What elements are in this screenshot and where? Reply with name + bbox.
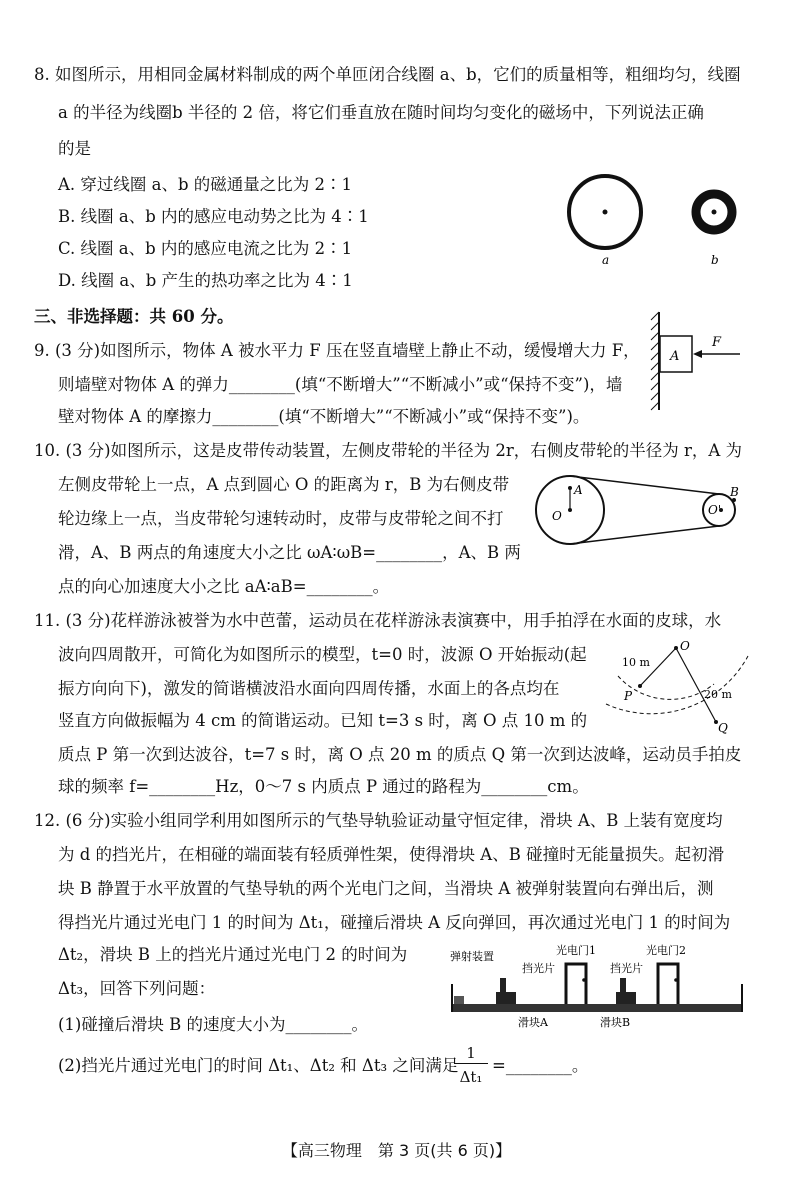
photogate-2 — [658, 964, 678, 1004]
q8-line-3: 的是 — [58, 139, 91, 158]
q9-line-1: 9. (3 分)如图所示，物体 A 被水平力 F 压在竖直墙壁上静止不动，缓慢增大力 F， — [34, 341, 640, 360]
slider-b-label: 滑块B — [600, 1016, 631, 1029]
q9-line-2: 则墙壁对物体 A 的弹力________(填“不断增大”“不断减小”或“保持不变”)，墙 — [58, 375, 623, 394]
q12-sub2-suffix: =________。 — [492, 1056, 589, 1075]
q10-line-2: 左侧皮带轮上一点，A 点到圆心 O 的距离为 r，B 为右侧皮带 — [58, 475, 510, 494]
force-arrow-icon — [693, 350, 702, 358]
launcher-label: 弹射装置 — [450, 950, 494, 963]
point-a-label: A — [574, 483, 583, 497]
q9-line-3: 壁对物体 A 的摩擦力________(填“不断增大”“不断减小”或“保持不变”)。 — [58, 407, 590, 426]
q12-line-5: Δt₂，滑块 B 上的挡光片通过光电门 2 的时间为 — [58, 945, 408, 964]
point-p-label: P — [624, 689, 633, 703]
q12-fraction-bar — [454, 1063, 488, 1064]
q12-air-track-figure — [448, 938, 748, 1030]
q11-line-5: 质点 P 第一次到达波谷，t=7 s 时，离 O 点 20 m 的质点 Q 第一次到达波峰，运动员手拍皮 — [58, 745, 742, 764]
point-b-label: B — [730, 485, 739, 499]
q10-line-3: 轮边缘上一点，当皮带轮匀速转动时，皮带与皮带轮之间不打 — [58, 509, 504, 528]
q11-line-3: 振方向向下)，激发的简谐横波沿水面向四周传播，水面上的各点均在 — [58, 679, 560, 698]
q12-fraction-denominator: Δt₁ — [459, 1068, 483, 1086]
q8-option-b: B. 线圈 a、b 内的感应电动势之比为 4∶1 — [58, 207, 369, 226]
q8-line-2: a 的半径为线圈b 半径的 2 倍，将它们垂直放在随时间均匀变化的磁场中，下列说法正确 — [58, 103, 704, 122]
q8-line-1: 8. 如图所示，用相同金属材料制成的两个单匝闭合线圈 a、b，它们的质量相等，粗细均匀，线圈 — [34, 65, 741, 84]
q12-line-4: 得挡光片通过光电门 1 的时间为 Δt₁，碰撞后滑块 A 反向弹回，再次通过光电门 1 的时间为 — [58, 913, 731, 932]
force-label: F — [712, 335, 722, 350]
section-heading: 三、非选择题：共 60 分。 — [34, 307, 234, 326]
q12-fraction-numerator: 1 — [466, 1044, 476, 1062]
flag2-label: 挡光片 — [610, 962, 643, 975]
coil-b-label: b — [711, 253, 719, 267]
distance-20m-label: 20 m — [704, 688, 732, 701]
coil-a-label: a — [602, 253, 610, 267]
q12-line-2: 为 d 的挡光片，在相碰的端面装有轻质弹性架，使得滑块 A、B 碰撞时无能量损失。起初滑 — [58, 845, 725, 864]
q8-coils-figure — [555, 168, 755, 272]
page-footer: 【高三物理 第 3 页(共 6 页)】 — [281, 1141, 512, 1160]
q8-option-d: D. 线圈 a、b 产生的热功率之比为 4∶1 — [58, 271, 353, 290]
point-q-label: Q — [718, 721, 728, 734]
q11-line-1: 11. (3 分)花样游泳被誉为水中芭蕾，运动员在花样游泳表演赛中，用手拍浮在水面的皮球，水 — [34, 611, 722, 630]
flag1-label: 挡光片 — [522, 962, 555, 975]
q12-sub1: (1)碰撞后滑块 B 的速度大小为________。 — [58, 1015, 368, 1034]
source-o-label: O — [680, 639, 690, 653]
q12-line-3: 块 B 静置于水平放置的气垫导轨的两个光电门之间，当滑块 A 被弹射装置向右弹出后，测 — [58, 879, 714, 898]
q10-belt-figure — [534, 470, 744, 552]
q10-line-4: 滑，A、B 两点的角速度大小之比 ωA∶ωB=________，A、B 两 — [58, 543, 521, 562]
slider-a — [496, 992, 516, 1004]
q12-line-1: 12. (6 分)实验小组同学利用如图所示的气垫导轨验证动量守恒定律，滑块 A、B 上装有宽度均 — [34, 811, 723, 830]
q8-option-c: C. 线圈 a、b 内的感应电流之比为 2∶1 — [58, 239, 353, 258]
q11-line-2: 波向四周散开，可简化为如图所示的模型，t=0 时，波源 O 开始振动(起 — [58, 645, 587, 664]
gate2-label: 光电门2 — [646, 944, 686, 957]
gate1-label: 光电门1 — [556, 944, 596, 957]
center-o-label: O — [552, 509, 562, 523]
q9-wall-figure — [650, 310, 745, 412]
slider-a-label: 滑块A — [518, 1016, 548, 1029]
q12-sub2-prefix: (2)挡光片通过光电门的时间 Δt₁、Δt₂ 和 Δt₃ 之间满足 — [58, 1056, 459, 1075]
air-track — [452, 1004, 742, 1012]
center-o2-label: O' — [708, 503, 722, 517]
q11-line-4: 竖直方向做振幅为 4 cm 的简谐运动。已知 t=3 s 时，离 O 点 10 m 的 — [58, 711, 588, 730]
q10-line-5: 点的向心加速度大小之比 aA∶aB=________。 — [58, 577, 390, 596]
slider-b — [616, 992, 636, 1004]
block-a-label: A — [670, 349, 680, 364]
q12-line-6: Δt₃，回答下列问题： — [58, 979, 216, 998]
q11-wave-figure — [604, 638, 752, 734]
q8-option-a: A. 穿过线圈 a、b 的磁通量之比为 2∶1 — [58, 175, 353, 194]
photogate-1 — [566, 964, 586, 1004]
distance-10m-label: 10 m — [622, 656, 650, 669]
q11-line-6: 球的频率 f=________Hz，0～7 s 内质点 P 通过的路程为________cm。 — [58, 777, 589, 796]
q10-line-1: 10. (3 分)如图所示，这是皮带传动装置，左侧皮带轮的半径为 2r，右侧皮带轮的半径为 r，A 为 — [34, 441, 743, 460]
